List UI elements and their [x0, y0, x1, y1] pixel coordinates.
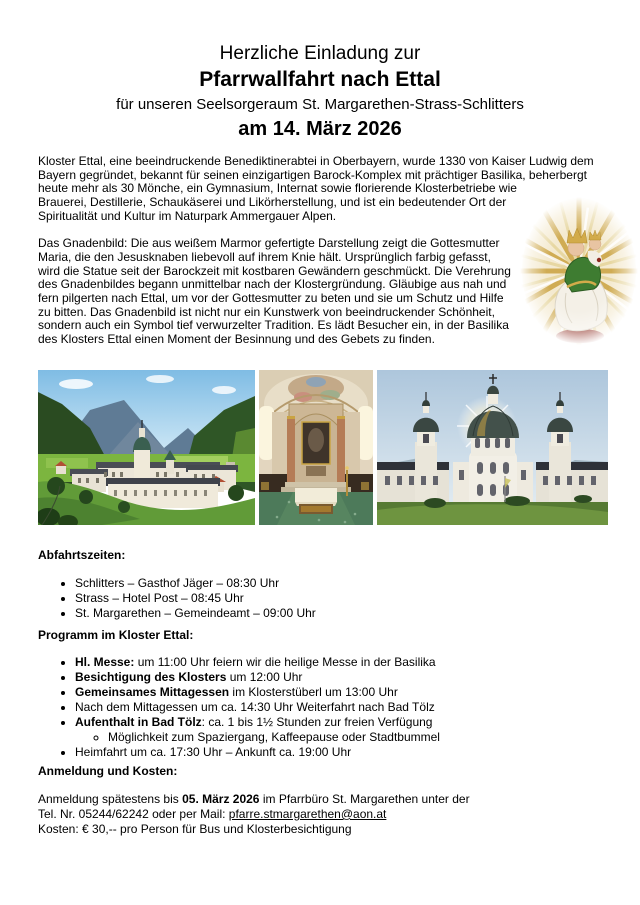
cost-line: Kosten: € 30,-- pro Person für Bus und Klosterbesichtigung	[38, 821, 352, 836]
page-title: Pfarrwallfahrt nach Ettal	[199, 68, 441, 91]
program-sublist	[75, 730, 610, 745]
list-item: • Strass – Hotel Post – 08:45 Uhr	[75, 591, 610, 606]
title-subtitle: für unseren Seelsorgeraum St. Margarethen-Strass-Schlitters	[116, 96, 524, 113]
list-item: • Hl. Messe: um 11:00 Uhr feiern wir die heilige Messe in der Basilika	[75, 655, 610, 670]
title-block	[0, 0, 640, 143]
list-item: • Nach dem Mittagessen um ca. 14:30 Uhr Weiterfahrt nach Bad Tölz	[75, 700, 610, 715]
list-item: • Schlitters – Gasthof Jäger – 08:30 Uhr	[75, 576, 610, 591]
departures-section	[38, 548, 610, 621]
kloster-panorama-photo	[38, 370, 255, 525]
title-invitation-line: Herzliche Einladung zur	[219, 43, 421, 64]
gnadenbild-image	[520, 197, 638, 345]
intro-paragraph-1: Kloster Ettal, eine beeindruckende Benediktinerabtei in Oberbayern, wurde 1330 von Kaiser Ludwig dem Bayern gegründet, bekannt für seinen einzigartigen Barock-Komplex mit prächtiger Basilika, beherbergt heute mehr als 30 Mönche, ein Gymnasium, Internat sowie florierende Klosterbetriebe wie Brauerei, Destillerie, Schaukäserei und Likörherstellung, und ist ein bedeutender Ort der Spiritualität und Kultur im Naturpark Ammergauer Alpen.	[38, 154, 594, 223]
program-section	[38, 628, 610, 760]
list-item: • St. Margarethen – Gemeindeamt – 09:00 Uhr	[75, 606, 610, 621]
program-list	[38, 655, 610, 760]
registration-deadline: 05. März 2026	[182, 791, 260, 806]
list-item: • Aufenthalt in Bad Tölz: ca. 1 bis 1½ Stunden zur freien Verfügung ◦ Möglichkeit zum Spaziergang, Kaffeepause oder Stadtbummel	[75, 715, 610, 745]
list-item: ◦ Möglichkeit zum Spaziergang, Kaffeepause oder Stadtbummel	[108, 730, 610, 745]
basilika-aussen-photo	[377, 370, 608, 525]
registration-section	[38, 764, 610, 837]
departures-heading: Abfahrtszeiten:	[38, 547, 126, 562]
registration-text: Anmeldung spätestens bis 05. März 2026 im Pfarrbüro St. Margarethen unter der Tel. Nr. 05244/62242 oder per Mail: pfarre.stmargarethen@aon.at Kosten: € 30,-- pro Person für Bus und Klosterbesichtigung	[38, 791, 470, 836]
list-item: • Besichtigung des Klosters um 12:00 Uhr	[75, 670, 610, 685]
list-item: • Heimfahrt um ca. 17:30 Uhr – Ankunft ca. 19:00 Uhr	[75, 745, 610, 760]
program-heading: Programm im Kloster Ettal:	[38, 627, 194, 642]
photo-strip	[38, 370, 610, 525]
intro-paragraph-2: Das Gnadenbild: Die aus weißem Marmor gefertigte Darstellung zeigt die Gottesmutter Maria, die den Jesusknaben liebevoll auf ihrem Knie hält. Ursprünglich farbig gefasst, wird die Statue seit der Barockzeit mit kostbaren Gewändern geschmückt. Die Verehrung des Gnadenbildes begann unmittelbar nach der Klostergründung. Gläubige aus nah und fern pilgerten nach Ettal, um vor der Gottesmutter zu beten und sie um Schutz und Hilfe zu bitten. Das Gnadenbild ist nicht nur ein Kunstwerk von beeindruckender Schönheit, sondern auch ein Symbol tief verwurzelter Tradition. Es lädt Besucher ein, in der Basilika des Klosters Ettal einen Moment der Besinnung und des Gebets zu finden.	[38, 236, 511, 347]
email-link[interactable]: pfarre.stmargarethen@aon.at	[228, 806, 387, 821]
content-column	[0, 155, 640, 837]
list-item: • Gemeinsames Mittagessen im Klosterstüberl um 13:00 Uhr	[75, 685, 610, 700]
intro-section	[38, 155, 610, 347]
basilika-innenraum-photo	[259, 370, 373, 525]
title-date: am 14. März 2026	[238, 118, 402, 140]
registration-heading: Anmeldung und Kosten:	[38, 763, 178, 778]
departures-list	[38, 576, 610, 621]
